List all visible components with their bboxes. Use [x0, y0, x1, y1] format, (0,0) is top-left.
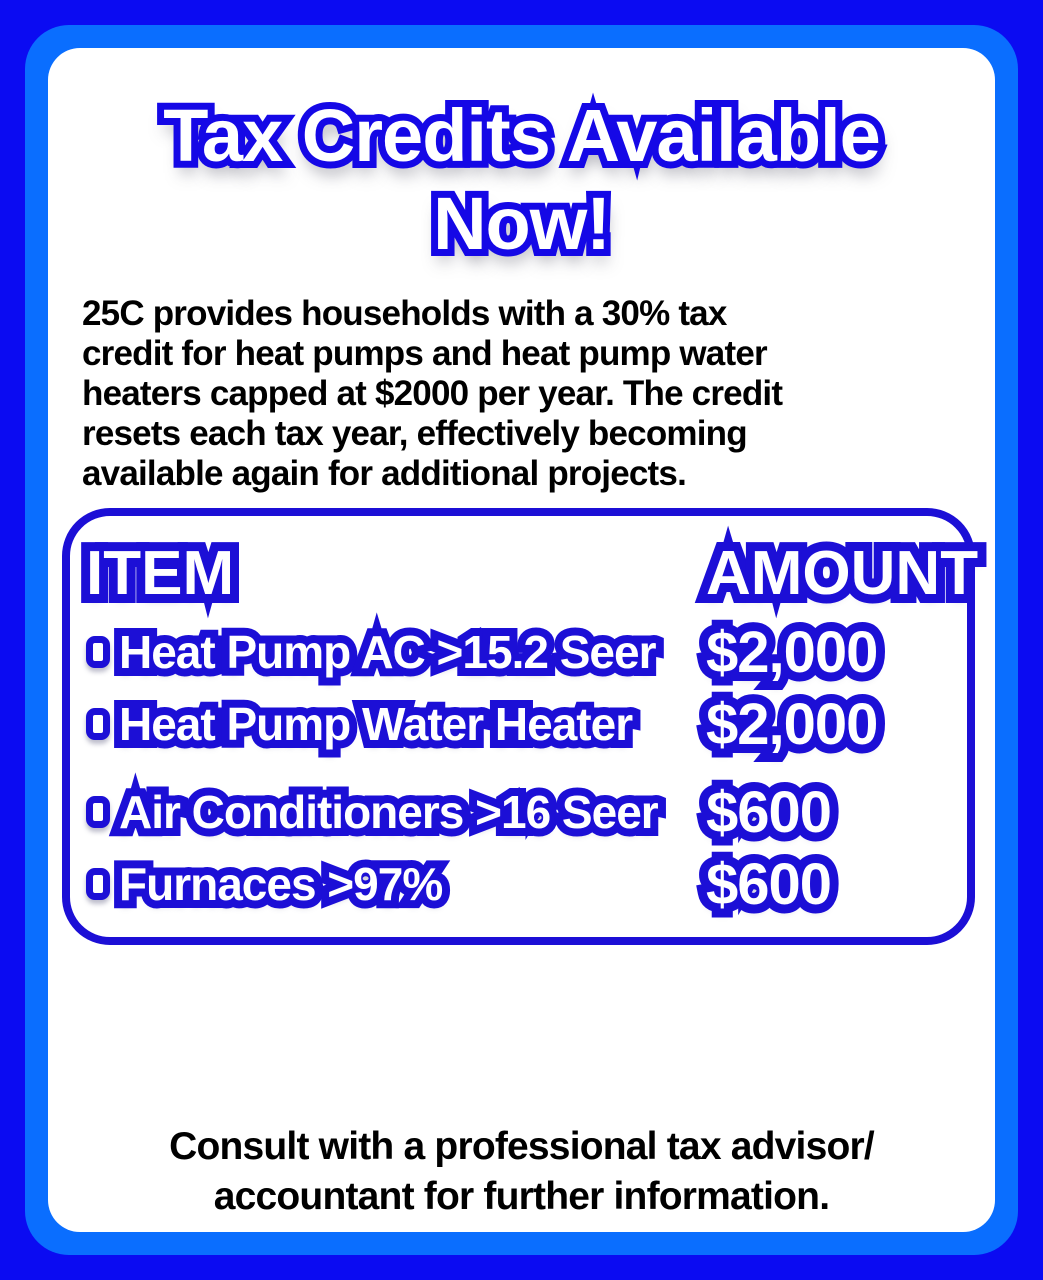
disclaimer-text — [48, 1122, 995, 1222]
flyer-page — [48, 48, 995, 1232]
item-cell — [86, 697, 706, 751]
item-cell — [86, 625, 706, 679]
table-row — [86, 776, 957, 848]
amount-value: $2,000 $2,000 — [706, 619, 957, 686]
item-label: Heat Pump AC >15.2 Seer Heat Pump AC >15.2 Seer — [119, 625, 655, 679]
item-cell — [86, 785, 706, 839]
table-row — [86, 616, 957, 688]
tax-credit-table — [62, 508, 979, 945]
item-label: Air Conditioners >16 Seer Air Conditioners >16 Seer — [119, 785, 658, 839]
table-row — [86, 848, 957, 920]
page-title — [48, 92, 995, 268]
bullet-square-icon — [86, 868, 110, 900]
intro-line: heaters capped at $2000 per year. The credit — [82, 374, 783, 413]
item-label: Furnaces >97% Furnaces >97% — [119, 857, 442, 911]
intro-line: credit for heat pumps and heat pump water — [82, 334, 767, 373]
amount-value: $600 $600 — [706, 851, 957, 918]
table-row — [86, 688, 957, 760]
column-header-item: ITEM ITEM — [86, 538, 706, 609]
intro-line: resets each tax year, effectively becoming — [82, 414, 747, 453]
amount-value: $600 $600 — [706, 779, 957, 846]
intro-line: available again for additional projects. — [82, 454, 686, 493]
item-label: Heat Pump Water Heater Heat Pump Water Heater — [119, 697, 632, 751]
bullet-square-icon — [86, 796, 110, 828]
title-line-2: Now! Now! — [433, 180, 610, 268]
item-cell — [86, 857, 706, 911]
inner-blue-frame — [25, 25, 1018, 1255]
bullet-square-icon — [86, 636, 110, 668]
table-header-row — [86, 530, 979, 616]
bullet-square-icon — [86, 708, 110, 740]
intro-line: 25C provides households with a 30% tax — [82, 294, 727, 333]
column-header-amount: AMOUNT AMOUNT — [706, 538, 978, 609]
intro-paragraph — [82, 294, 959, 494]
disclaimer-line: accountant for further information. — [213, 1175, 830, 1218]
disclaimer-line: Consult with a professional tax advisor/ — [169, 1125, 874, 1168]
title-line-1: Tax Credits Available Tax Credits Available — [163, 92, 880, 180]
amount-value: $2,000 $2,000 — [706, 691, 957, 758]
